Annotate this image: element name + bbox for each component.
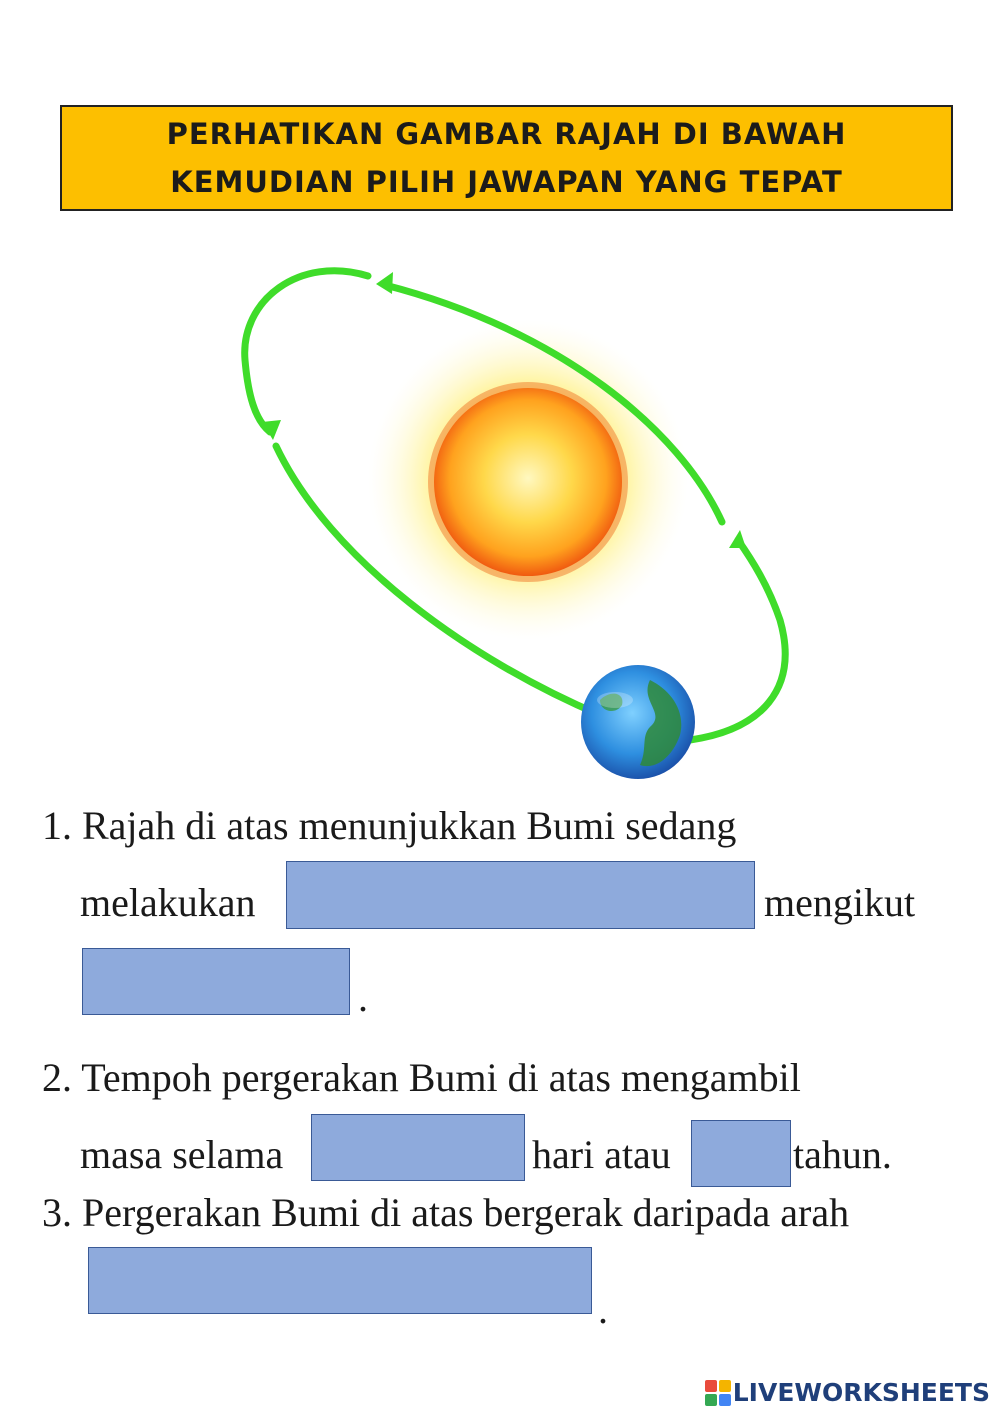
question-3-text: 3. Pergerakan Bumi di atas bergerak daripada arah — [42, 1190, 850, 1235]
question-1-prefix: melakukan — [80, 880, 256, 925]
question-2-days-answer-box[interactable] — [311, 1114, 525, 1181]
question-2-prefix: masa selama — [80, 1132, 284, 1177]
question-2-years-answer-box[interactable] — [691, 1120, 791, 1187]
instruction-line-1: PERHATIKAN GAMBAR RAJAH DI BAWAH — [166, 117, 847, 151]
liveworksheets-logo-icon — [705, 1380, 731, 1406]
question-2-years-input[interactable] — [692, 1121, 794, 1188]
arrowhead-top — [376, 272, 393, 294]
question-1-answer-input-1[interactable] — [287, 862, 758, 930]
question-3-answer-input[interactable] — [89, 1248, 595, 1315]
arrowhead-right — [729, 530, 746, 548]
instruction-banner — [60, 105, 953, 211]
question-1-answer-box-1[interactable] — [286, 861, 755, 929]
sun-icon — [428, 382, 628, 582]
question-1-answer-input-2[interactable] — [83, 949, 353, 1016]
question-2-text: 2. Tempoh pergerakan Bumi di atas mengambil — [42, 1055, 801, 1100]
question-1-suffix: mengikut — [764, 880, 916, 925]
question-2-suffix: tahun. — [793, 1132, 892, 1177]
earth-icon — [581, 665, 695, 779]
question-2-middle: hari atau — [532, 1132, 671, 1177]
sun-earth-orbit-diagram — [0, 240, 1000, 800]
question-3-period: . — [598, 1287, 608, 1332]
question-3-answer-box[interactable] — [88, 1247, 592, 1314]
liveworksheets-logo — [705, 1378, 990, 1407]
liveworksheets-brand: LIVEWORKSHEETS — [732, 1378, 990, 1407]
question-1-period: . — [358, 975, 368, 1020]
question-2-days-input[interactable] — [312, 1115, 528, 1182]
question-1-answer-box-2[interactable] — [82, 948, 350, 1015]
instruction-line-2: KEMUDIAN PILIH JAWAPAN YANG TEPAT — [170, 165, 843, 199]
question-1-text: 1. Rajah di atas menunjukkan Bumi sedang — [42, 803, 737, 848]
